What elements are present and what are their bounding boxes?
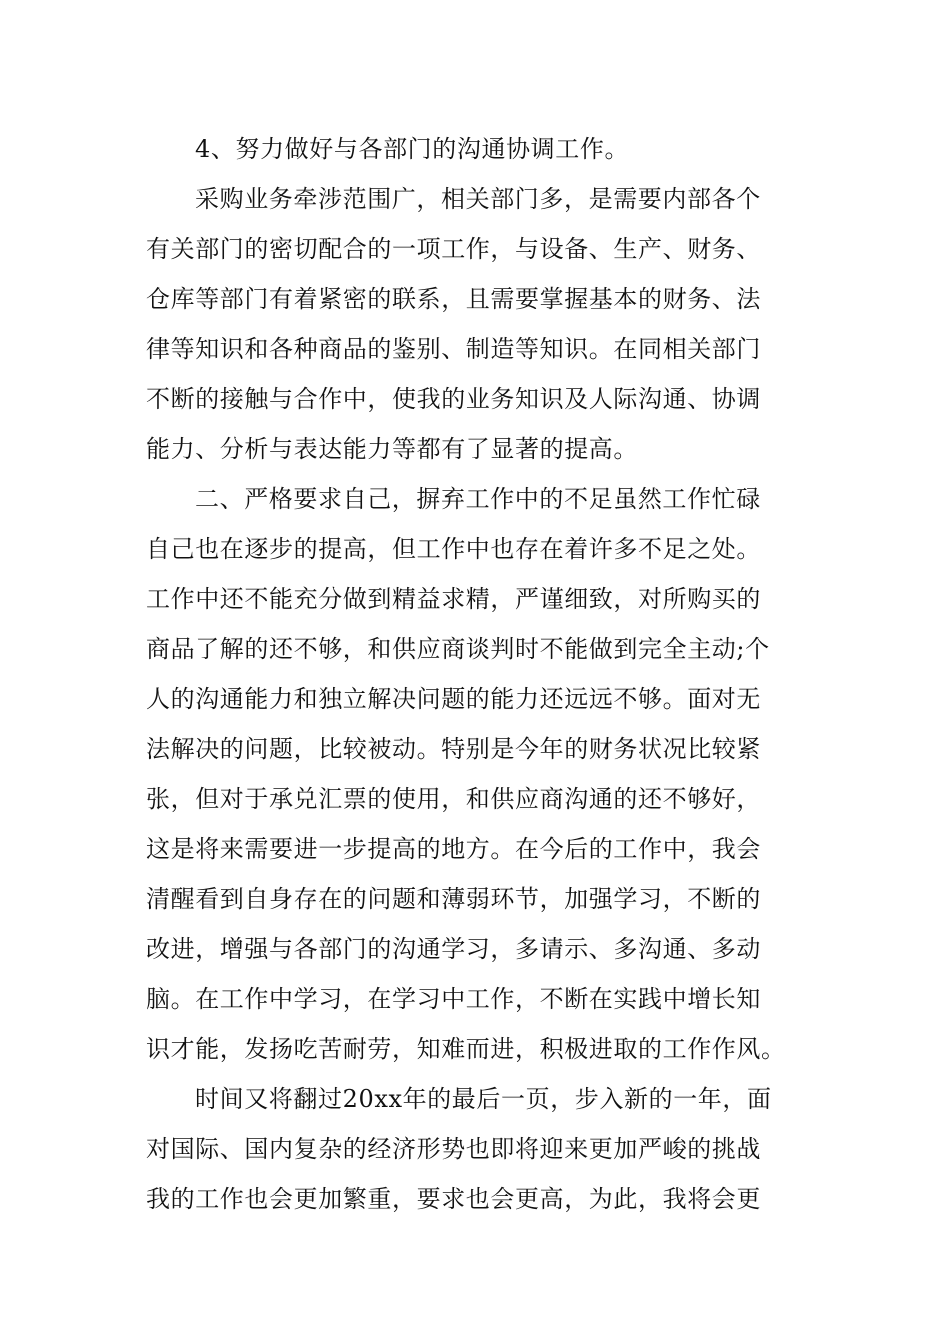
paragraph-line: 4、努力做好与各部门的沟通协调工作。 [195,135,630,163]
paragraph-line: 法解决的问题，比较被动。特别是今年的财务状况比较紧 [146,735,761,763]
paragraph-line: 律等知识和各种商品的鉴别、制造等知识。在同相关部门 [146,335,761,363]
paragraph-line: 工作中还不能充分做到精益求精，严谨细致，对所购买的 [146,585,761,613]
paragraph-line: 采购业务牵涉范围广，相关部门多，是需要内部各个 [195,185,761,213]
paragraph-line: 我的工作也会更加繁重，要求也会更高，为此，我将会更 [146,1185,761,1213]
paragraph-line: 二、严格要求自己，摒弃工作中的不足虽然工作忙碌 [195,485,761,513]
paragraph-line: 人的沟通能力和独立解决问题的能力还远远不够。面对无 [146,685,761,713]
paragraph-line: 这是将来需要进一步提高的地方。在今后的工作中，我会 [146,835,761,863]
paragraph-line: 有关部门的密切配合的一项工作，与设备、生产、财务、 [146,235,761,263]
paragraph-line: 对国际、国内复杂的经济形势也即将迎来更加严峻的挑战 [146,1135,761,1163]
paragraph-line: 自己也在逐步的提高，但工作中也存在着许多不足之处。 [146,535,761,563]
paragraph-line: 仓库等部门有着紧密的联系，且需要掌握基本的财务、法 [146,285,761,313]
paragraph-line: 脑。在工作中学习，在学习中工作，不断在实践中增长知 [146,985,761,1013]
paragraph-line: 不断的接触与合作中，使我的业务知识及人际沟通、协调 [146,385,761,413]
paragraph-line: 清醒看到自身存在的问题和薄弱环节，加强学习，不断的 [146,885,761,913]
paragraph-line: 商品了解的还不够，和供应商谈判时不能做到完全主动;个 [146,635,770,663]
paragraph-line: 时间又将翻过20xx年的最后一页，步入新的一年，面 [195,1085,772,1113]
paragraph-line: 改进，增强与各部门的沟通学习，多请示、多沟通、多动 [146,935,761,963]
paragraph-line: 识才能，发扬吃苦耐劳，知难而进，积极进取的工作作风。 [146,1035,786,1063]
paragraph-line: 张，但对于承兑汇票的使用，和供应商沟通的还不够好， [146,785,761,813]
paragraph-line: 能力、分析与表达能力等都有了显著的提高。 [146,435,638,463]
